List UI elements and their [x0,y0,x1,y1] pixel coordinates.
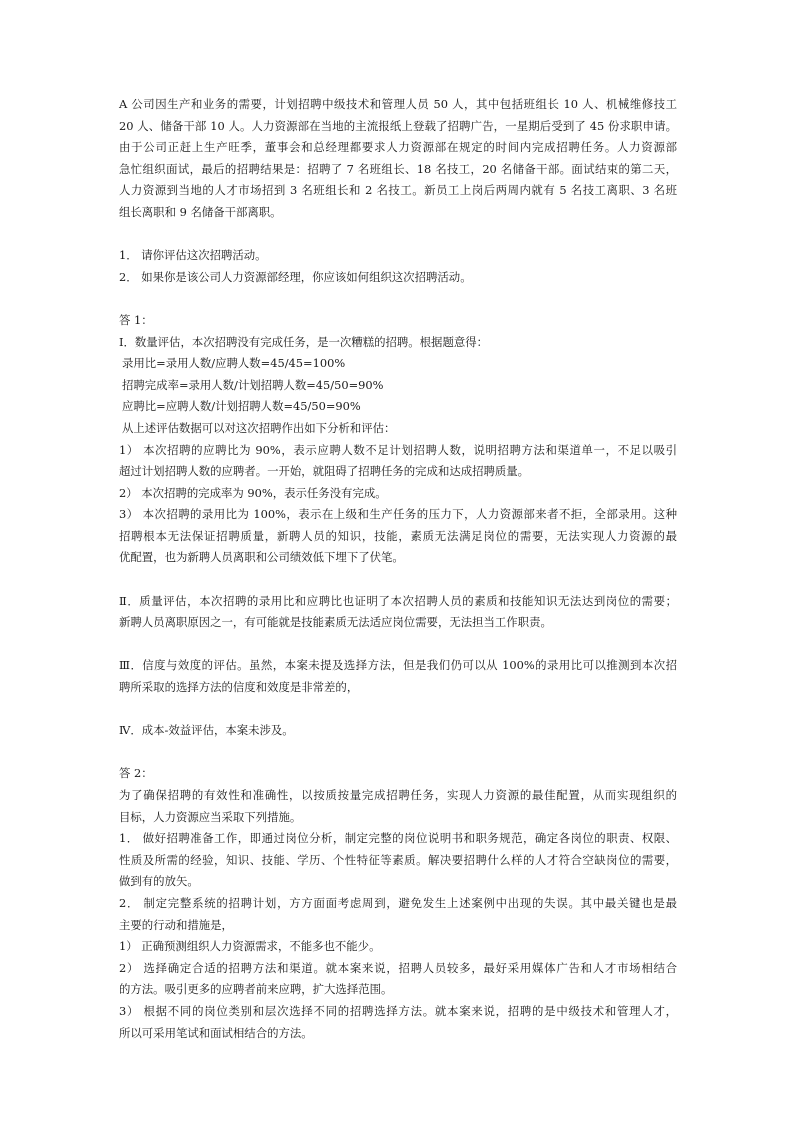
analysis-point-3-cont: 优配置，也为新聘人员离职和公司绩效低下埋下了伏笔。 [119,550,404,565]
text-line: 为了确保招聘的有效性和准确性，以按质按量完成招聘任务，实现人力资源的最佳配置，从而实现组织的 [119,788,677,802]
spacer [119,634,677,656]
sub-measure-3-cont: 所以可采用笔试和面试相结合的方法。 [119,1025,313,1040]
formula-applicant-ratio: 应聘比=应聘人数/计划招聘人数=45/50=90% [122,399,361,414]
spacer [119,569,677,591]
measure-item-1-cont: 性质及所需的经验，知识、技能、学历、个性特征等素质。解决要招聘什么样的人才符合空缺岗位的需要， [119,852,677,867]
measure-item-2-cont: 主要的行动和措施是， [119,917,233,932]
answer-2 [119,763,677,1044]
text-line: 人力资源到当地的人才市场招到 3 名班组长和 2 名技工。新员工上岗后两周内就有 5 名技工离职、3 名班 [119,183,677,198]
quality-evaluation [119,591,677,634]
case-description [119,94,677,224]
text-line: 组长离职和 9 名储备干部离职。 [119,204,282,219]
text-line: 20 人、储备干部 10 人。人力资源部在当地的主流报纸上登载了招聘广告，一星期后受到了 45 份求职申请。 [119,118,677,133]
measure-item-1-cont: 做到有的放矢。 [119,874,199,889]
sub-measure-3: 3） 根据不同的岗位类别和层次选择不同的招聘选择方法。就本案来说，招聘的是中级技术和管理人才， [119,1003,677,1018]
text-line: 新聘人员离职原因之一，有可能就是技能素质无法适应岗位需要，无法担当工作职责。 [119,615,552,630]
text-line: 目标，人力资源应当采取下列措施。 [119,809,302,824]
analysis-point-3: 3） 本次招聘的录用比为 100%，表示在上级和生产任务的压力下，人力资源部来者不拒，全部录用。这种 [119,507,677,522]
analysis-point-1: 1） 本次招聘的应聘比为 90%，表示应聘人数不足计划招聘人数，说明招聘方法和渠道单一，不足以吸引 [119,442,677,457]
text-line: Ⅲ．信度与效度的评估。虽然，本案未提及选择方法，但是我们仍可以从 100%的录用比可以推测到本次招 [119,658,677,673]
answer-1 [119,310,677,569]
quantity-evaluation-title: I．数量评估，本次招聘没有完成任务，是一次糟糕的招聘。根据题意得： [119,334,489,349]
text-line: 聘所采取的选择方法的信度和效度是非常差的， [119,680,359,695]
measure-item-2: 2． 制定完整系统的招聘计划，方方面面考虑周到，避免发生上述案例中出现的失误。其中最关键也是最 [119,895,677,910]
analysis-point-2: 2） 本次招聘的完成率为 90%，表示任务没有完成。 [119,485,387,500]
text-line: Ⅳ．成本-效益评估，本案未涉及。 [119,723,294,738]
answer-1-heading: 答 1： [119,312,153,327]
document-page [119,94,677,1044]
sub-measure-2-cont: 的方法。吸引更多的应聘者前来应聘，扩大选择范围。 [119,982,393,997]
analysis-point-1-cont: 超过计划招聘人数的应聘者。一开始，就阻碍了招聘任务的完成和达成招聘质量。 [119,464,530,479]
measure-item-1: 1． 做好招聘准备工作，即通过岗位分析，制定完整的岗位说明书和职务规范，确定各岗位的职责、权限、 [119,831,677,846]
formula-completion-rate: 招聘完成率=录用人数/计划招聘人数=45/50=90% [122,377,384,392]
text-line: A 公司因生产和业务的需要，计划招聘中级技术和管理人员 50 人，其中包括班组长 10 人、机械维修技工 [119,97,677,111]
formula-hire-ratio: 录用比=录用人数/应聘人数=45/45=100% [122,356,346,371]
spacer [119,699,677,721]
spacer [119,742,677,764]
spacer [119,288,677,310]
text-line: 由于公司正赶上生产旺季，董事会和总经理都要求人力资源部在规定的时间内完成招聘任务。人力资源部 [119,140,677,155]
analysis-point-3-cont: 招聘根本无法保证招聘质量，新聘人员的知识，技能，素质无法满足岗位的需要，无法实现人力资源的最 [119,528,677,543]
analysis-intro: 从上述评估数据可以对这次招聘作出如下分析和评估： [122,420,396,435]
question-2: 2． 如果你是该公司人力资源部经理，你应该如何组织这次招聘活动。 [119,269,472,284]
reliability-validity-evaluation [119,655,677,698]
text-line: Ⅱ．质量评估，本次招聘的录用比和应聘比也证明了本次招聘人员的素质和技能知识无法达到岗位的需要； [119,593,677,608]
question-1: 1． 请你评估这次招聘活动。 [119,248,267,263]
spacer [119,224,677,246]
cost-benefit-evaluation [119,720,677,742]
text-line: 急忙组织面试，最后的招聘结果是：招聘了 7 名班组长、18 名技工，20 名储备干部。面试结束的第二天， [119,161,677,176]
sub-measure-1: 1） 正确预测组织人力资源需求，不能多也不能少。 [119,939,381,954]
questions [119,245,677,288]
sub-measure-2: 2） 选择确定合适的招聘方法和渠道。就本案来说，招聘人员较多，最好采用媒体广告和人才市场相结合 [119,960,677,975]
answer-2-heading: 答 2： [119,766,153,781]
